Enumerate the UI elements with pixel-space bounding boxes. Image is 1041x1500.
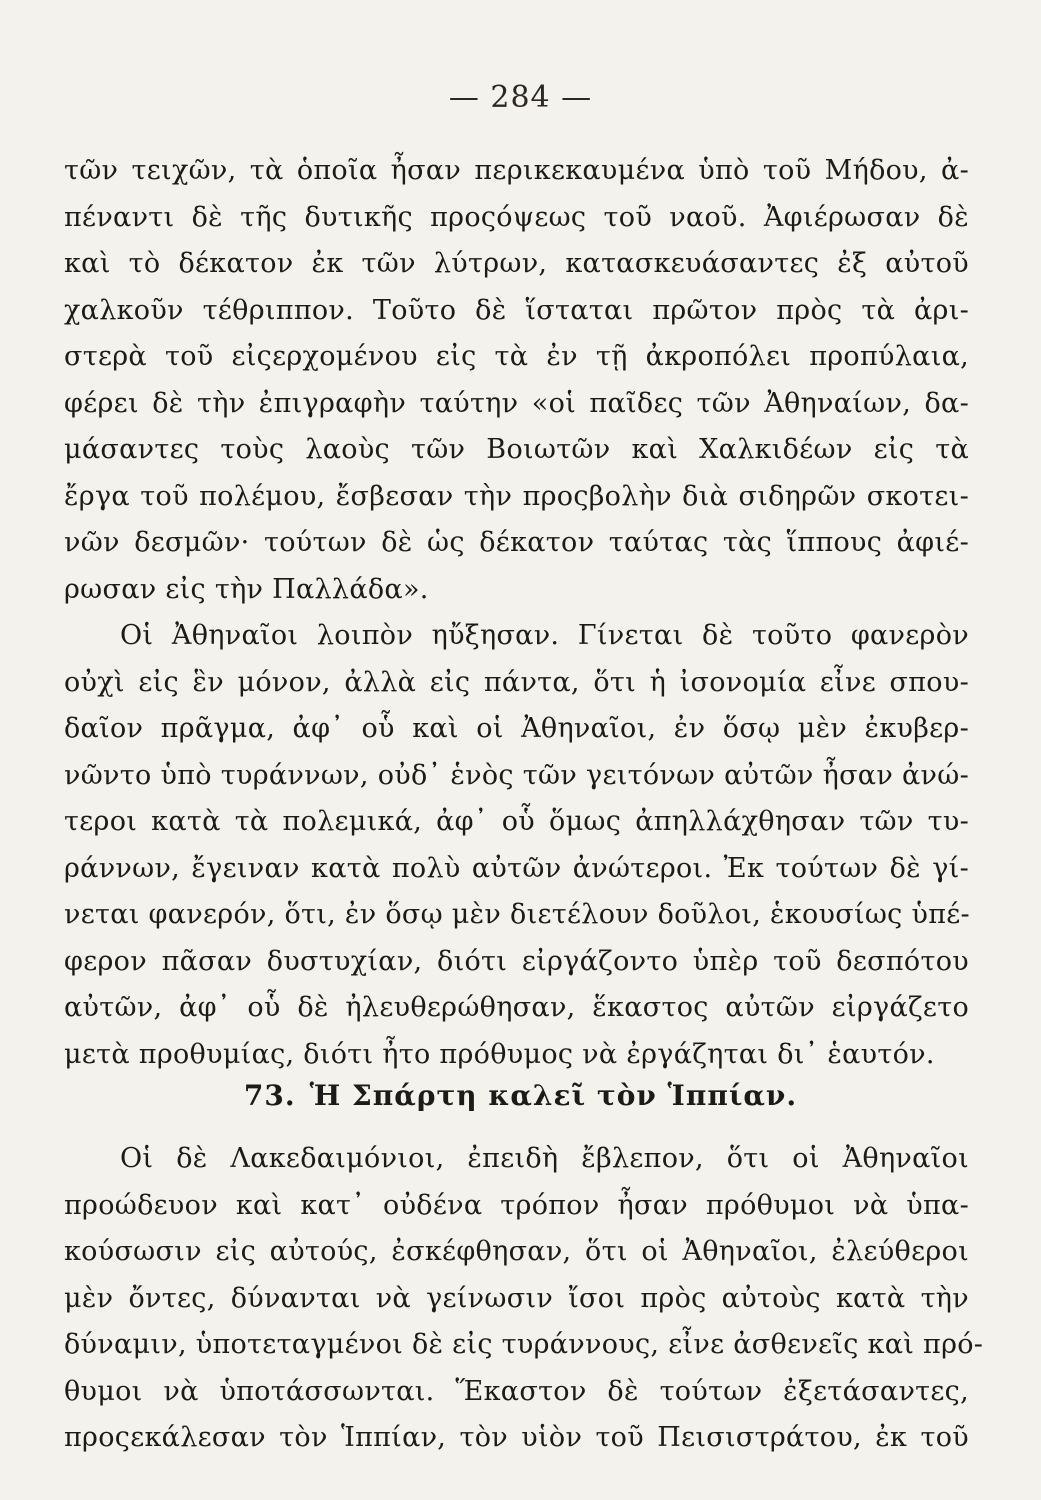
paragraph-2 [64, 613, 969, 1078]
text-line: δαῖον πρᾶγμα, ἀφ᾽ οὗ καὶ οἱ Ἀθηναῖοι, ἐν ὅσῳ μὲν ἐκυβερ- [64, 713, 969, 744]
text-line: ράννων, ἔγειναν κατὰ πολὺ αὐτῶν ἀνώτεροι. Ἐκ τούτων δὲ γί- [64, 852, 969, 884]
text-line: δύναμιν, ὑποτεταγμένοι δὲ εἰς τυράννους, εἶνε ἀσθενεῖς καὶ πρό- [64, 1329, 984, 1360]
text-line: νῶν δεσμῶν· τούτων δὲ ὡς δέκατον ταύτας τὰς ἵππους ἀφιέ- [64, 527, 969, 558]
text-line: τεροι κατὰ τὰ πολεμικά, ἀφ᾽ οὗ ὅμως ἀπηλλάχθησαν τῶν τυ- [64, 806, 969, 837]
text-line: νεται φανερόν, ὅτι, ἐν ὅσῳ μὲν διετέλουν δοῦλοι, ἑκουσίως ὑπέ- [64, 899, 970, 930]
section-heading [0, 1071, 1041, 1121]
text-line: κούσωσιν εἰς αὐτούς, ἐσκέφθησαν, ὅτι οἱ Ἀθηναῖοι, ἐλεύθεροι [64, 1236, 969, 1267]
text-line: μὲν ὄντες, δύνανται νὰ γείνωσιν ἴσοι πρὸς αὐτοὺς κατὰ τὴν [64, 1282, 969, 1314]
text-line: καὶ τὸ δέκατον ἐκ τῶν λύτρων, κατασκευάσαντες ἐξ αὐτοῦ [64, 248, 969, 279]
paragraph-3 [64, 1136, 984, 1462]
text-line: αὐτῶν, ἀφ᾽ οὗ δὲ ἠλευθερώθησαν, ἕκαστος αὐτῶν εἰργάζετο [64, 992, 969, 1023]
text-line: μετὰ προθυμίας, διότι ἦτο πρόθυμος νὰ ἐργάζηται δι᾽ ἑαυτόν. [64, 1038, 935, 1070]
text-line: νῶντο ὑπὸ τυράννων, οὐδ᾽ ἑνὸς τῶν γειτόνων αὐτῶν ἦσαν ἀνώ- [64, 759, 969, 791]
section-title: Ἡ Σπάρτη καλεῖ τὸν Ἱππίαν. [309, 1079, 798, 1112]
text-line: φερον πᾶσαν δυστυχίαν, διότι εἰργάζοντο ὑπὲρ τοῦ δεσπότου [64, 945, 969, 977]
section-number: 73. [243, 1079, 296, 1112]
text-line: θυμοι νὰ ὑποτάσσωνται. Ἕκαστον δὲ τούτων ἐξετάσαντες, [64, 1375, 969, 1407]
text-block-bottom [64, 1136, 984, 1462]
text-line: ρωσαν εἰς τὴν Παλλάδα». [64, 573, 429, 605]
text-line: προώδευον καὶ κατ᾽ οὐδένα τρόπον ἦσαν πρόθυμοι νὰ ὑπα- [64, 1189, 969, 1221]
paragraph-1 [64, 148, 969, 613]
text-line: χαλκοῦν τέθριππον. Τοῦτο δὲ ἵσταται πρῶτον πρὸς τὰ ἀρι- [64, 294, 969, 326]
text-line: οὐχὶ εἰς ἓν μόνον, ἀλλὰ εἰς πάντα, ὅτι ἡ ἰσονομία εἶνε σπου- [64, 666, 969, 698]
text-line: μάσαντες τοὺς λαοὺς τῶν Βοιωτῶν καὶ Χαλκιδέων εἰς τὰ [64, 434, 969, 465]
text-line: Οἱ δὲ Λακεδαιμόνιοι, ἐπειδὴ ἔβλεπον, ὅτι οἱ Ἀθηναῖοι [120, 1143, 969, 1174]
text-line: φέρει δὲ τὴν ἐπιγραφὴν ταύτην «οἱ παῖδες τῶν Ἀθηναίων, δα- [64, 387, 969, 419]
text-line: ἔργα τοῦ πολέμου, ἔσβεσαν τὴν προςβολὴν διὰ σιδηρῶν σκοτει- [64, 480, 969, 512]
text-line: τῶν τειχῶν, τὰ ὁποῖα ἦσαν περικεκαυμένα ὑπὸ τοῦ Μήδου, ἀ- [64, 155, 969, 186]
page-number: — 284 — [448, 80, 593, 115]
text-line: προςεκάλεσαν τὸν Ἱππίαν, τὸν υἱὸν τοῦ Πεισιστράτου, ἐκ τοῦ [64, 1422, 969, 1453]
text-line: πέναντι δὲ τῆς δυτικῆς προςόψεως τοῦ ναοῦ. Ἀφιέρωσαν δὲ [64, 201, 969, 233]
text-line: στερὰ τοῦ εἰςερχομένου εἰς τὰ ἐν τῇ ἀκροπόλει προπύλαια, [64, 341, 969, 372]
text-line: Οἱ Ἀθηναῖοι λοιπὸν ηὔξησαν. Γίνεται δὲ τοῦτο φανερὸν [120, 620, 969, 651]
text-block-top [64, 148, 969, 1078]
